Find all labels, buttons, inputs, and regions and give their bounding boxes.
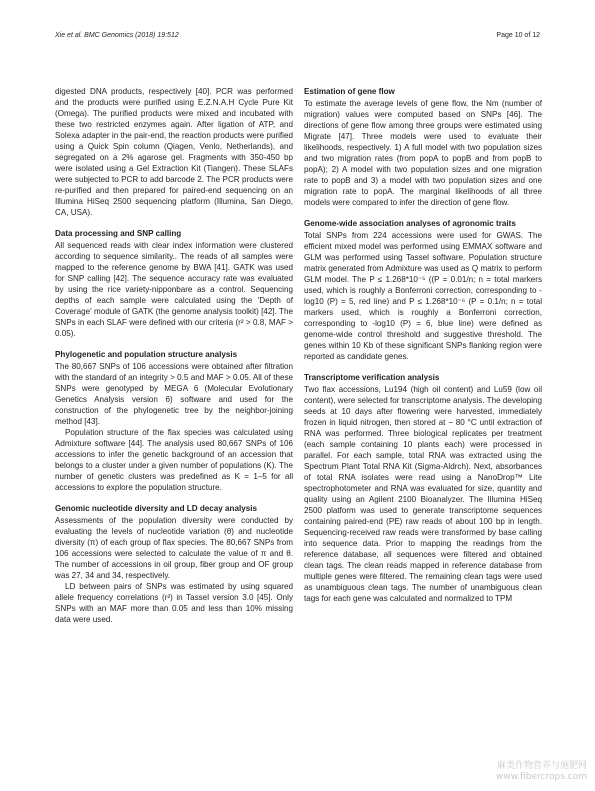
section-heading: Data processing and SNP calling bbox=[55, 229, 182, 238]
paragraph: Population structure of the flax species was calculated using Admixture software [44]. The analysis used 80,667 SNPs of 106 accessions to infer the genetic background of an accession that belongs to a cluster under a given number of populations (K). The number of genetic clusters was predefined as K = 1–5 for all accessions to explore the population structure. bbox=[55, 428, 293, 492]
paragraph: To estimate the average levels of gene flow, the Nm (number of migration) values were computed based on SNPs [46]. The directions of gene flow among three groups were estimated using Migrate [47]. Three models were used to evaluate their likelihoods, respectively. 1) A full model with two population sizes and two migration rates (from popA to popB and from popB to popA); 2) A model with two population sizes and one migration rate to popB and 3) a model with two population sizes and one migration rate to popA. The marginal likelihoods of all three models were compared to infer the direction of gene flow. bbox=[304, 99, 542, 207]
site-watermark bbox=[496, 761, 587, 783]
running-header bbox=[55, 32, 540, 39]
paragraph: The 80,667 SNPs of 106 accessions were obtained after filtration with the standard of an integrity > 0.5 and MAF > 0.05. All of these SNPs were genotyped by MEGA 6 (Molecular Evolutionary Genetics Analysis version 6) software and used for the construction of the phylogenetic tree by the neighbor-joining method [43]. bbox=[55, 362, 293, 426]
section-heading: Phylogenetic and population structure analysis bbox=[55, 350, 238, 359]
journal-citation: Xie et al. BMC Genomics (2018) 19:512 bbox=[55, 32, 179, 39]
paragraph: All sequenced reads with clear index information were clustered according to sequence similarity.. The reads of all samples were mapped to the reference genome by BWA [41]. GATK was used for SNP calling [42]. The sequence accuracy rate was evaluated by using the rice variety-nipponbare as a control. Sequencing depths of each sample were calculated using the 'Depth of Coverage' module of GATK (the genome analysis toolkit) [42]. The SNPs in each SLAF were defined with our criteria (r² > 0.8, MAF > 0.05). bbox=[55, 241, 293, 338]
page-number: Page 10 of 12 bbox=[496, 32, 540, 39]
paragraph: Two flax accessions, Lu194 (high oil content) and Lu59 (low oil content), were selected for transcriptome analysis. The developing seeds at 10 days after flowering were harvested, immediately frozen in liquid nitrogen, then stored at − 80 °C until extraction of RNA was performed. Three biological replicates per treatment (each sample containing 10 plants each) were processed in parallel. For each sample, total RNA was extracted using the Spectrum Plant Total RNA Kit (Sigma-Aldrch). Next, absorbances of total RNA isolates were read using a NanoDrop™ Lite spectrophotometer and RNA was evaluated for size, quantity and quality using an Agilent 2100 Bioanalyzer. The Illumina HiSeq 2500 platform was used to generate transcriptome sequences containing paired-end (PE) raw reads of about 100 bp in length. Sequencing-received raw reads were transformed by base calling into sequence data. Prior to mapping the readings from the reference database, all sequences were filtered and obtained clean tags. The clean reads mapped in reference database from multiple genes were filtered. The remaining clean tags were used as unambiguous clean tags. The number of unambiguous clean tags for each gene was calculated and normalized to TPM bbox=[304, 385, 542, 603]
paragraph: LD between pairs of SNPs was estimated by using squared allele frequency correlations (r²) in Tassel version 3.0 [45]. Only SNPs with an MAF more than 0.05 and less than 10% missing data were used. bbox=[55, 582, 293, 624]
left-column bbox=[55, 86, 293, 625]
watermark-url: www.fibercrops.com bbox=[496, 772, 587, 782]
section-heading: Genomic nucleotide diversity and LD decay analysis bbox=[55, 504, 257, 513]
section-heading: Transcriptome verification analysis bbox=[304, 373, 440, 382]
paragraph: digested DNA products, respectively [40]. PCR was performed and the products were purified using E.Z.N.A.H Cycle Pure Kit (Omega). The purified products were mixed and incubated with these two restricted enzymes again. After ligation of ATP, and Solexa adapter in the pair-end, the reaction products were purified using a Quick Spin column (Qiagen, Venlo, Netherlands), and segregated on a 2% agarose gel. Fragments with 350-450 bp were isolated using a Gel Extraction Kit (Tiangen). These SLAFs were subjected to PCR to add barcode 2. The PCR products were re-purified and then prepared for paired-end sequencing on an Illumina HiSeq 2500 sequencing platform (Illumina, San Diego, CA, USA). bbox=[55, 87, 293, 217]
paragraph: Total SNPs from 224 accessions were used for GWAS. The efficient mixed model was performed using EMMAX software and GLM was performed using Tassel software. Population structure matrix generated from Admixture was used as Q matrix to perform GLM model. The P ≤ 1.268*10⁻⁵ ((P = 0.01/n; n = total markers used, which is roughly a Bonferroni correction, corresponding to -log10 (P) = 5, red line) and P ≤ 1.268*10⁻⁶ (P = 0.1/n; n = total markers used, which is roughly a Bonferroni correction, corresponding to -log10 (P) = 6, blue line) were defined as genome-wide control threshold and suggestive threshold. The genes within 10 Kb of these significant SNPs flanking region were reported as candidate genes. bbox=[304, 231, 542, 361]
section-heading: Genome-wide association analyses of agronomic traits bbox=[304, 219, 516, 228]
watermark-title: 麻类作物营养与施肥网 bbox=[496, 761, 587, 771]
paragraph: Assessments of the population diversity were conducted by evaluating the levels of nucleotide variation (θ) and nucleotide diversity (π) of each group of flax species. The 80,667 SNPs from 106 accessions were selected to calculate the value of π and θ. The number of accessions in oil group, fiber group and OF group was 27, 34 and 34, respectively. bbox=[55, 516, 293, 580]
right-column bbox=[304, 86, 542, 604]
section-heading: Estimation of gene flow bbox=[304, 87, 395, 96]
